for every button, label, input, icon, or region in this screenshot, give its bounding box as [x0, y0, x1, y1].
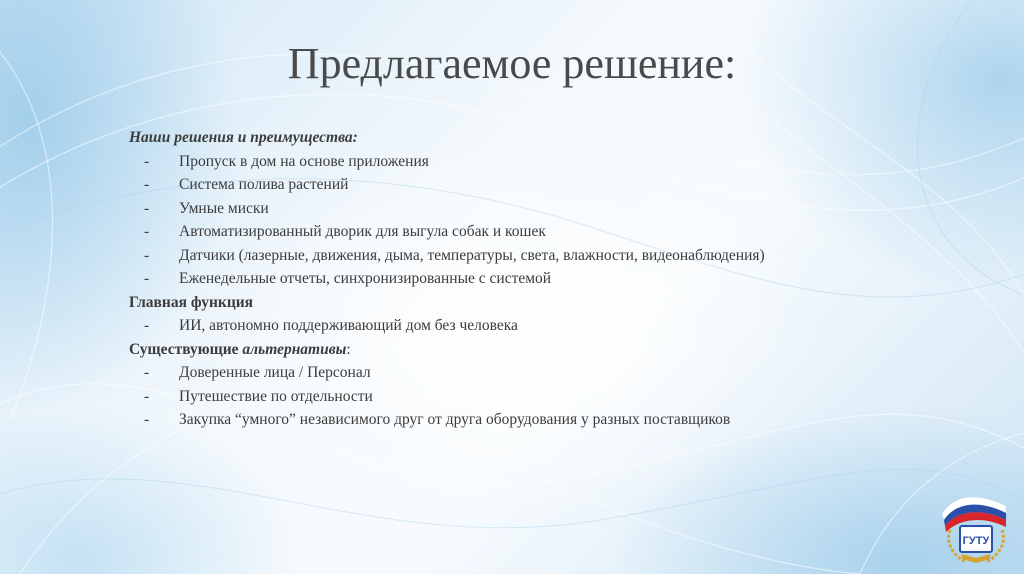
list-item — [129, 173, 969, 197]
list-item — [129, 385, 969, 409]
alternatives-heading-plain: Существующие — [129, 340, 243, 358]
dash-bullet: - — [144, 387, 150, 405]
dash-bullet: - — [144, 152, 150, 170]
list-item — [129, 267, 969, 291]
list-item-text: Датчики (лазерные, движения, дыма, температуры, света, влажности, видеонаблюдения) — [179, 246, 765, 264]
dash-bullet: - — [144, 364, 150, 381]
book-icon — [962, 554, 990, 563]
slide-title: Предлагаемое решение: — [287, 39, 737, 88]
list-item-text: Умные миски — [179, 199, 269, 217]
list-item-text: Путешествие по отдельности — [179, 387, 373, 405]
dash-bullet: - — [144, 199, 150, 217]
list-item-text: Система полива растений — [179, 176, 349, 193]
dash-bullet: - — [144, 223, 150, 240]
advantages-heading: Наши решения и преимущества: — [129, 129, 358, 146]
list-item-text: Еженедельные отчеты, синхронизированные с системой — [179, 270, 552, 287]
university-logo — [936, 488, 1016, 568]
list-item-text: Закупка “умного” независимого друг от друга оборудования у разных поставщиков — [179, 411, 731, 428]
list-item-text: Доверенные лица / Персонал — [179, 364, 371, 381]
dash-bullet: - — [144, 176, 150, 193]
list-item — [129, 197, 969, 221]
list-item-text: ИИ, автономно поддерживающий дом без человека — [179, 317, 518, 334]
alternatives-heading-italic: альтернативы — [242, 340, 347, 358]
logo-text: ГУТУ — [962, 535, 990, 547]
main-function-list — [129, 314, 969, 338]
list-item-text: Автоматизированный дворик для выгула собак и кошек — [179, 223, 546, 240]
dash-bullet: - — [144, 270, 150, 287]
list-item — [129, 314, 969, 338]
alternatives-heading — [129, 338, 969, 362]
advantages-list — [129, 150, 969, 291]
list-item — [129, 220, 969, 244]
main-function-heading: Главная функция — [129, 293, 254, 311]
list-item — [129, 244, 969, 268]
alternatives-list — [129, 361, 969, 432]
list-item — [129, 361, 969, 385]
list-item-text: Пропуск в дом на основе приложения — [179, 152, 429, 170]
dash-bullet: - — [144, 317, 150, 334]
list-item — [129, 150, 969, 174]
list-item — [129, 408, 969, 432]
alternatives-heading-colon: : — [346, 340, 351, 358]
dash-bullet: - — [144, 246, 150, 264]
slide-content — [129, 126, 969, 432]
dash-bullet: - — [144, 411, 150, 428]
